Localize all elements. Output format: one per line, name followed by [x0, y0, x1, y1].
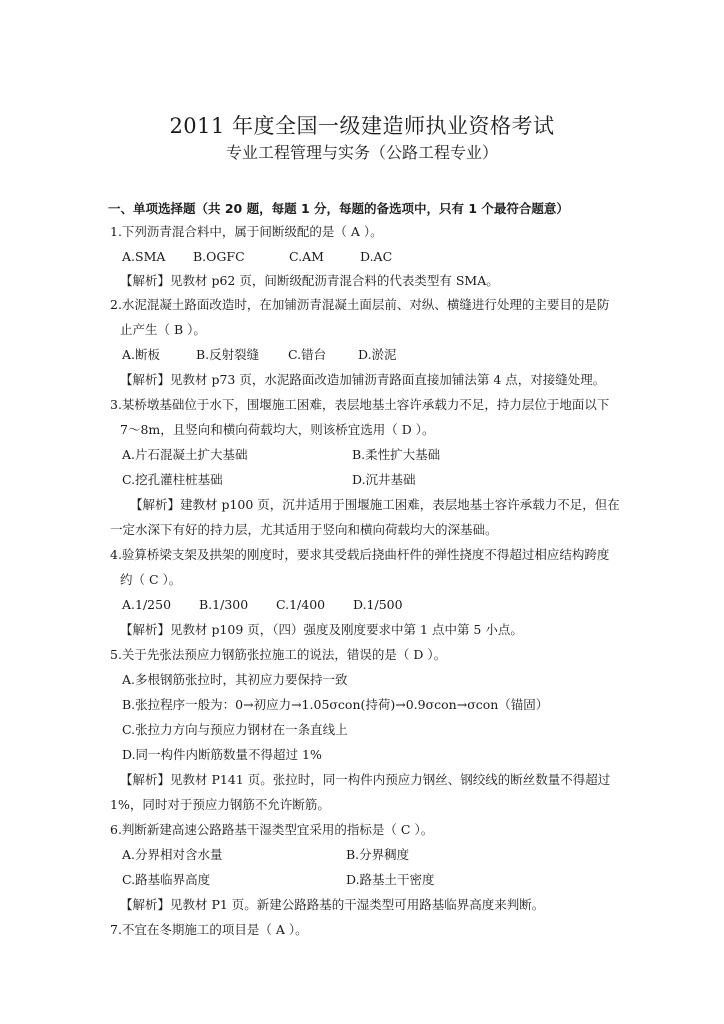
- question-3-analysis: 【解析】建教材 p100 页，沉井适用于围堰施工困难，表层地基土容许承载力不足，但在: [130, 497, 620, 512]
- question-6-stem: 6.判断新建高速公路路基干湿类型宜采用的指标是（ C ）。: [110, 822, 434, 837]
- question-2-options: [122, 346, 397, 364]
- question-2-stem: 2.水泥混凝土路面改造时，在加铺沥青混凝土面层前、对纵、横缝进行处理的主要目的是防: [110, 297, 610, 312]
- question-7-stem: 7.不宜在冬期施工的项目是（ A ）。: [110, 922, 308, 937]
- option-b: B.柔性扩大基础: [352, 447, 441, 462]
- question-4-options: [122, 596, 403, 614]
- option-d: D.沉井基础: [352, 472, 416, 487]
- option-c: C.路基临界高度: [122, 872, 211, 887]
- option-b: B.1/300: [199, 597, 249, 612]
- question-5-option-d: D.同一构件内断筋数量不得超过 1%: [122, 747, 322, 762]
- question-3-options-row-2: [122, 471, 416, 489]
- option-a: A.片石混凝土扩大基础: [122, 447, 248, 462]
- question-5-option-a: A.多根钢筋张拉时，其初应力要保持一致: [122, 672, 348, 687]
- question-4-stem-cont: 约（ C ）。: [120, 572, 182, 587]
- question-4-analysis: 【解析】见教材 p109 页，（四）强度及刚度要求中第 1 点中第 5 小点。: [120, 622, 523, 637]
- option-a: A.断板: [122, 347, 161, 362]
- option-c: C.错台: [288, 347, 327, 362]
- question-6-options-row-1: [122, 846, 409, 864]
- option-b: B.反射裂缝: [196, 347, 260, 362]
- question-5-option-c: C.张拉力方向与预应力钢材在一条直线上: [122, 722, 348, 737]
- question-1-stem: 1.下列沥青混合料中，属于间断级配的是（ A ）。: [110, 224, 383, 239]
- question-5-stem: 5.关于先张法预应力钢筋张拉施工的说法，错误的是（ D ）。: [110, 647, 447, 662]
- question-6-options-row-2: [122, 871, 435, 889]
- question-5-option-b: B.张拉程序一般为：0→初应力→1.05σcon(持荷)→0.9σcon→σcon（锚固）: [122, 697, 549, 712]
- option-c: C.AM: [289, 249, 324, 264]
- question-3-options-row-1: [122, 446, 440, 464]
- option-b: B.分界稠度: [346, 847, 410, 862]
- option-a: A.SMA: [122, 249, 166, 264]
- question-2-stem-cont: 止产生（ B ）。: [120, 322, 206, 337]
- question-6-analysis: 【解析】见教材 P1 页。新建公路路基的干湿类型可用路基临界高度来判断。: [120, 897, 545, 912]
- question-1-analysis: 【解析】见教材 p62 页，间断级配沥青混合料的代表类型有 SMA。: [120, 273, 499, 288]
- exam-title: 2011 年度全国一级建造师执业资格考试: [169, 114, 555, 138]
- question-5-analysis-cont: 1%，同时对于预应力钢筋不允许断筋。: [110, 797, 330, 812]
- question-4-stem: 4.验算桥梁支架及拱架的刚度时，要求其受载后挠曲杆件的弹性挠度不得超过相应结构跨度: [110, 547, 610, 562]
- section-heading: 一、单项选择题（共 20 题，每题 1 分，每题的备选项中，只有 1 个最符合题意）: [108, 201, 569, 216]
- option-d: D.淤泥: [358, 347, 397, 362]
- exam-subtitle: 专业工程管理与实务（公路工程专业）: [225, 143, 498, 162]
- question-3-analysis-cont: 一定水深下有好的持力层，尤其适用于竖向和横向荷载均大的深基础。: [110, 522, 498, 537]
- question-5-analysis: 【解析】见教材 P141 页。张拉时，同一构件内预应力钢丝、钢绞线的断丝数量不得超过: [120, 772, 611, 787]
- question-1-options: [122, 248, 392, 266]
- option-b: B.OGFC: [193, 249, 245, 264]
- option-d: D.路基土干密度: [346, 872, 435, 887]
- option-c: C.挖孔灌柱桩基础: [122, 472, 223, 487]
- question-2-analysis: 【解析】见教材 p73 页，水泥路面改造加铺沥青路面直接加铺法第 4 点，对接缝处理。: [120, 372, 606, 387]
- option-a: A.分界相对含水量: [122, 847, 223, 862]
- option-c: C.1/400: [276, 597, 326, 612]
- option-d: D.AC: [360, 249, 393, 264]
- option-d: D.1/500: [353, 597, 403, 612]
- question-3-stem-cont: 7～8m，且竖向和横向荷载均大，则该桥宜选用（ D ）。: [120, 422, 435, 437]
- option-a: A.1/250: [122, 597, 172, 612]
- question-3-stem: 3.某桥墩基础位于水下，围堰施工困难，表层地基土容许承载力不足，持力层位于地面以下: [110, 397, 610, 412]
